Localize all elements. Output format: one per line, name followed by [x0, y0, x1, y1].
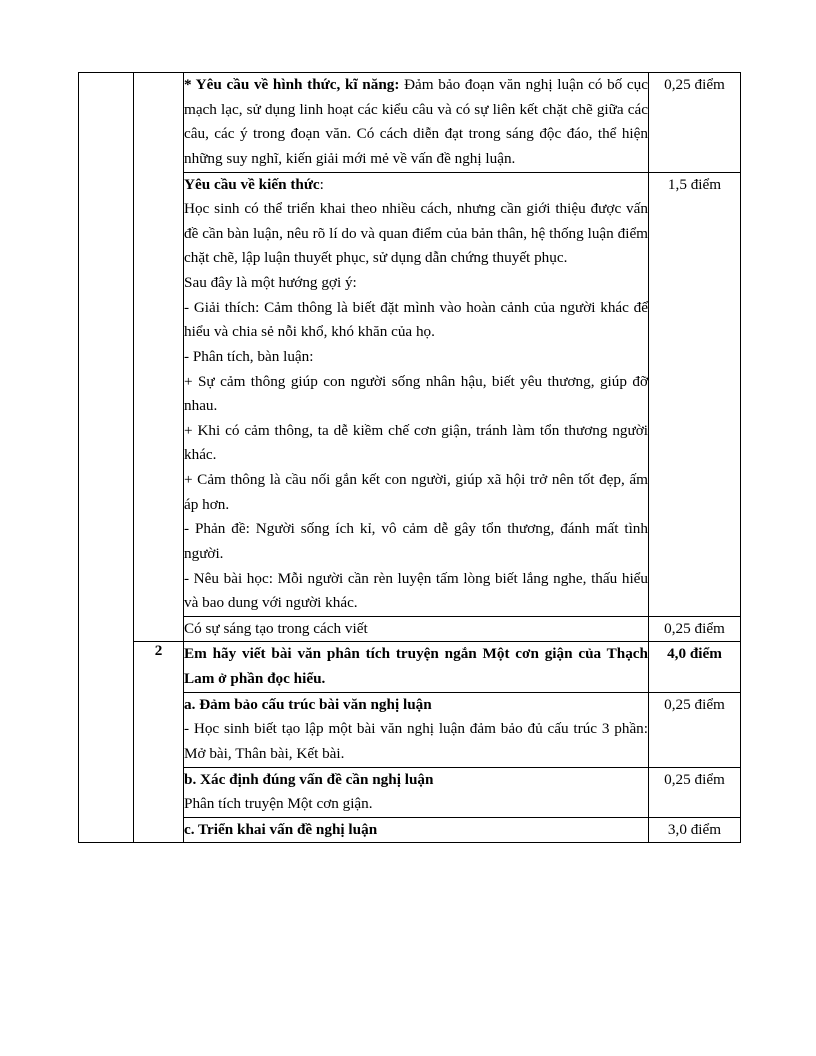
knowledge-paragraph: Sau đây là một hướng gợi ý: — [184, 274, 357, 291]
knowledge-paragraph: - Nêu bài học: Mỗi người cần rèn luyện tấm lòng biết lắng nghe, thấu hiểu và bao dung với người khác. — [184, 569, 648, 612]
criterion-knowledge-label: Yêu cầu về kiến thức — [184, 175, 320, 193]
table-row — [79, 642, 741, 692]
criterion-knowledge-colon: : — [319, 175, 324, 193]
knowledge-paragraph: + Khi có cảm thông, ta dễ kiềm chế cơn giận, tránh làm tổn thương người khác. — [184, 421, 648, 464]
criterion-2c-label: c. Triển khai vấn đề nghị luận — [184, 820, 378, 838]
criterion-2a-structure — [184, 692, 649, 767]
criterion-creativity-text: Có sự sáng tạo trong cách viết — [184, 619, 368, 637]
score-form-requirement: 0,25 điểm — [649, 73, 741, 173]
question-2-prompt — [184, 642, 649, 692]
score-creativity: 0,25 điểm — [649, 616, 741, 642]
criterion-knowledge-requirement — [184, 172, 649, 616]
score-2c-develop: 3,0 điểm — [649, 817, 741, 843]
table-row — [79, 73, 741, 173]
question-number-cell-blank — [134, 73, 184, 642]
score-question-2: 4,0 điểm — [649, 642, 741, 692]
knowledge-paragraph: - Giải thích: Cảm thông là biết đặt mình vào hoàn cảnh của người khác để hiểu và chia sẻ nỗi khổ, khó khăn của họ. — [184, 298, 648, 341]
criterion-2a-label: a. Đảm bảo cấu trúc bài văn nghị luận — [184, 695, 432, 713]
criterion-2b-label: b. Xác định đúng vấn đề cần nghị luận — [184, 770, 434, 788]
question-number-2: 2 — [134, 642, 184, 843]
question-2-prompt-text: Em hãy viết bài văn phân tích truyện ngắn Một cơn giận của Thạch Lam ở phần đọc hiểu. — [184, 645, 648, 687]
score-knowledge-requirement: 1,5 điểm — [649, 172, 741, 616]
criterion-form-label: * Yêu cầu về hình thức, kĩ năng: — [184, 76, 400, 93]
rubric-table — [78, 72, 741, 843]
score-2a-structure: 0,25 điểm — [649, 692, 741, 767]
knowledge-paragraph: - Phân tích, bàn luận: — [184, 347, 314, 365]
criterion-form-text: Đảm bảo đoạn văn nghị luận có bố cục mạch lạc, sử dụng linh hoạt các kiểu câu và có sự liên kết chặt chẽ giữa các câu, các ý trong đoạn văn. Có cách diễn đạt trong sáng độc đáo, thể hiện những suy nghĩ, kiến giải mới mẻ về vấn đề nghị luận. — [184, 76, 648, 167]
criterion-2b-identify — [184, 767, 649, 817]
criterion-2c-develop — [184, 817, 649, 843]
criterion-2a-text: - Học sinh biết tạo lập một bài văn nghị luận đảm bảo đủ cấu trúc 3 phần: Mở bài, Thân bài, Kết bài. — [184, 720, 648, 762]
knowledge-paragraph: + Sự cảm thông giúp con người sống nhân hậu, biết yêu thương, giúp đỡ nhau. — [184, 372, 648, 415]
section-column-cell — [79, 73, 134, 843]
knowledge-paragraph: Học sinh có thể triển khai theo nhiều cách, nhưng cần giới thiệu được vấn đề cần bàn luận, nêu rõ lí do và quan điểm của bản thân, hệ thống luận điểm chặt chẽ, lập luận thuyết phục, sử dụng dẫn chứng thuyết phục. — [184, 200, 648, 267]
knowledge-paragraph: - Phản đề: Người sống ích kỉ, vô cảm dễ gây tổn thương, đánh mất tình người. — [184, 520, 648, 562]
criterion-creativity — [184, 616, 649, 642]
criterion-2b-text: Phân tích truyện Một cơn giận. — [184, 795, 373, 813]
criterion-form-requirement — [184, 73, 649, 173]
knowledge-paragraph: + Cảm thông là cầu nối gắn kết con người, giúp xã hội trở nên tốt đẹp, ấm áp hơn. — [184, 471, 648, 513]
score-2b-identify: 0,25 điểm — [649, 767, 741, 817]
